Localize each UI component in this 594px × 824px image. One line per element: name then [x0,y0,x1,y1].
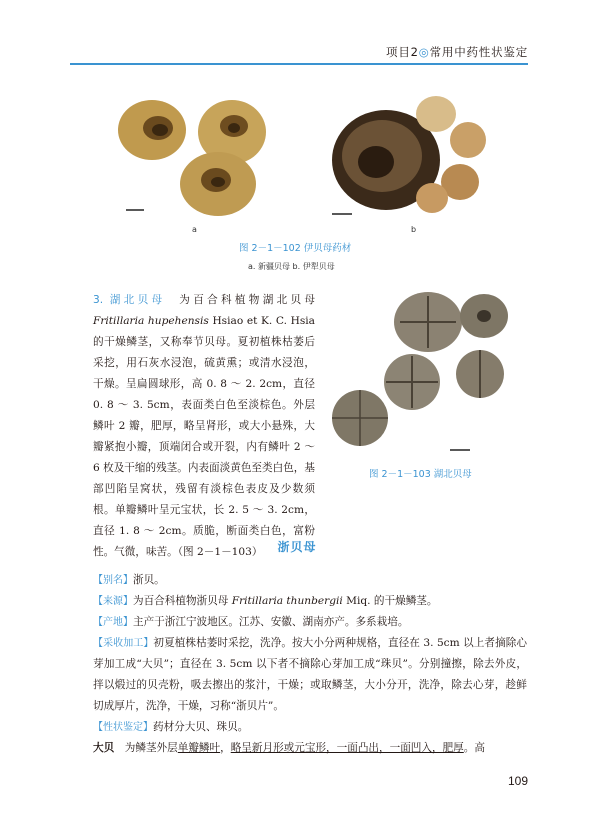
photo-yili-beimu [318,96,494,226]
dabei-text-3: 。高 [463,742,485,754]
harvest-text: 初夏植株枯萎时采挖，洗净。按大小分两种规格，直径在 3. 5cm 以上者摘除心芽加工成“大贝”；直径在 3. 5cm 以下者不摘除心芽加工成“珠贝”。分别撞擦，除去外皮，拌以煅过的贝壳粉，吸去擦出的浆汁，干燥；或取鳞茎，大小分开，洗净，除去心芽，趁鲜切成厚片，洗净，干燥，习称“浙贝片”。 [93,637,528,712]
figure-102-caption: 图 2－1－102 伊贝母药材 [239,243,352,254]
entry-harvest [93,633,527,717]
entry-alias [93,570,527,591]
header-title [386,44,528,60]
header-project-label: 项目2 [386,45,419,59]
entry-identification [93,717,527,738]
source-latin-name: Fritillaria thunbergii [231,595,343,607]
dabei-text-2: ， [220,742,231,754]
source-text-2: Miq. 的干燥鳞茎。 [342,595,438,607]
alias-tag: 【别名】 [93,575,133,586]
zhebeimu-section-title: 浙贝母 [277,540,317,554]
photo-hubei-beimu [330,292,510,457]
alias-text: 浙贝。 [133,574,165,586]
entry-source [93,591,527,612]
dabei-underlined-2: 略呈新月形或元宝形，一面凸出，一面凹入，肥厚 [230,742,464,754]
header-rule [70,63,528,65]
entry-origin [93,612,527,633]
header-chapter-title: 常用中药性状鉴定 [429,45,528,59]
source-text-1: 为百合科植物浙贝母 [133,595,232,607]
identification-tag: 【性状鉴定】 [93,722,153,733]
hubei-beimu-heading: 3. 湖北贝母 [93,294,166,306]
header-dot-icon: ◎ [418,45,430,59]
origin-text: 主产于浙江宁波地区。江苏、安徽、湖南亦产。多系栽培。 [133,616,409,628]
dabei-text-1: 为鳞茎外层 [114,742,178,754]
figure-102-subcaption: a. 新疆贝母 b. 伊犁贝母 [248,262,335,271]
hubei-text-1: 为百合科植物湖北贝母 [165,294,315,306]
dabei-heading: 大贝 [93,742,115,754]
figure-102-label-b: b [411,225,417,234]
page-number: 109 [507,774,528,788]
dabei-underlined-1: 单瓣鳞叶 [177,742,221,754]
entry-dabei [93,738,527,759]
hubei-text-2: Hsiao et K. C. Hsia 的干燥鳞茎，又称奉节贝母。夏初植株枯萎后采挖，用石灰水浸泡，硫黄熏；或清水浸泡，干燥。呈扁圆球形，高 0. 8 ～ 2. 2cm，直径 0. 8 ～ 3. 5cm，表面类白色至淡棕色。外层鳞叶 2 瓣，肥厚，略呈肾形，或大小悬殊，大瓣紧抱小瓣，顶端闭合或开裂，内有鳞叶 2 ～ 6 枚及干缩的残茎。内表面淡黄色至类白色，基部凹陷呈窝状，残留有淡棕色表皮及少数须根。单瓣鳞叶呈元宝状，长 2. 5 ～ 3. 2cm，直径 1. 8 ～ 2cm。质脆，断面类白色，富粉性。气微，味苦。（图 2－1－103） [93,315,315,558]
harvest-tag: 【采收加工】 [93,638,154,649]
hubei-latin-name: Fritillaria hupehensis [93,315,209,327]
running-header [0,0,594,68]
figure-102-label-a: a [192,225,197,234]
origin-tag: 【产地】 [93,617,133,628]
hubei-beimu-paragraph [93,290,315,563]
figure-103-caption: 图 2－1－103 湖北贝母 [369,469,472,480]
identification-text: 药材分大贝、珠贝。 [153,721,249,733]
source-tag: 【来源】 [93,596,133,607]
zhebeimu-entries [93,570,527,759]
photo-xinjiang-beimu [112,92,277,222]
